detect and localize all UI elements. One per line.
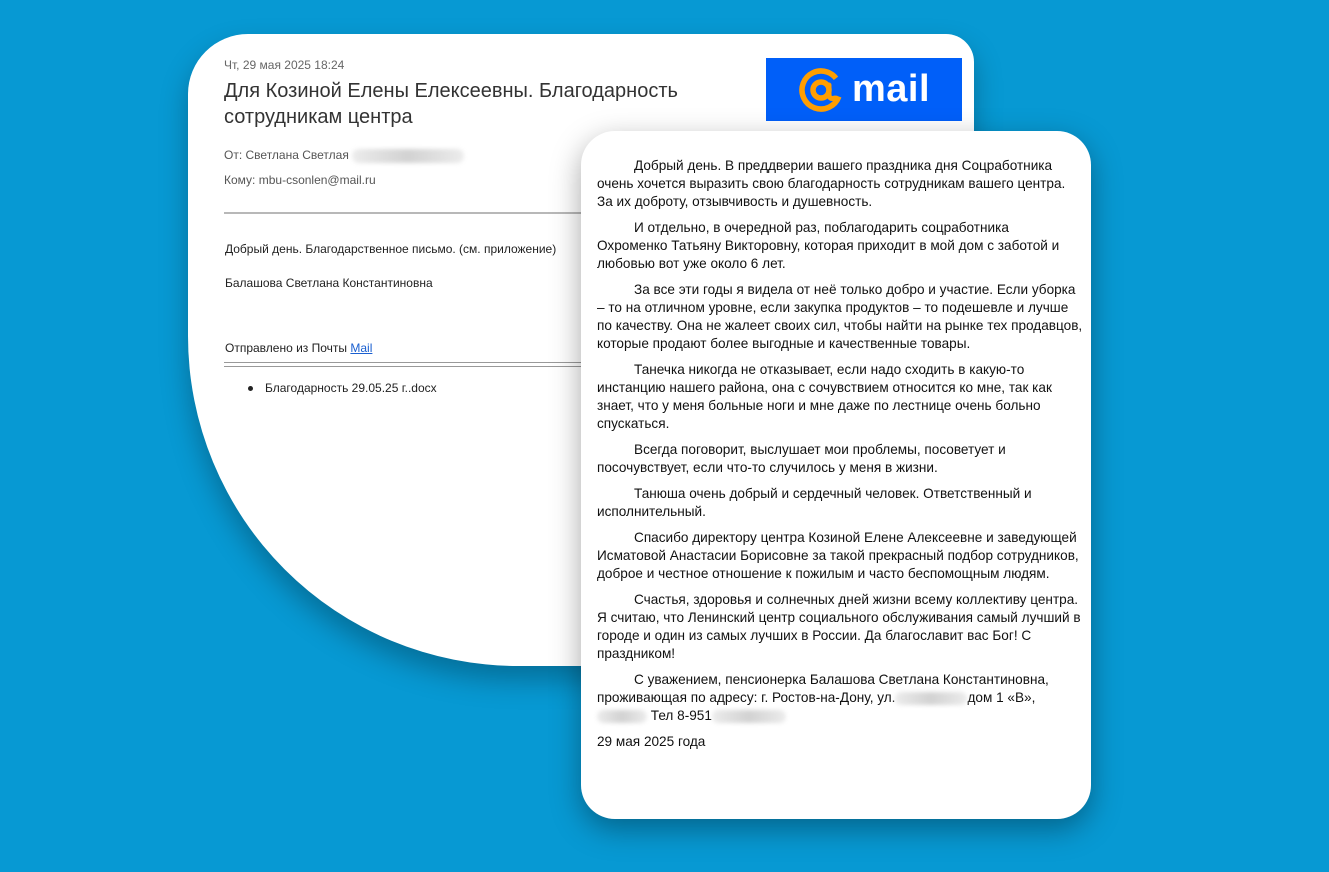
signature-house: дом 1 «В»,: [967, 690, 1036, 705]
from-label: От:: [224, 148, 243, 162]
redacted-phone-blur: [712, 710, 786, 723]
at-sign-icon: [798, 67, 844, 113]
email-to: [224, 173, 376, 187]
email-body-line: Добрый день. Благодарственное письмо. (см. приложение): [225, 242, 557, 256]
letter-paragraph: Танюша очень добрый и сердечный человек. Ответственный и исполнительный.: [597, 486, 1032, 519]
redacted-apartment-blur: [597, 710, 647, 723]
redacted-email-blur: [352, 149, 464, 163]
redacted-street-blur: [895, 692, 967, 705]
to-label: Кому:: [224, 173, 256, 187]
email-subject: Для Козиной Елены Елексеевны. Благодарность сотрудникам центра: [224, 80, 678, 128]
mail-logo: [766, 58, 962, 121]
letter-paragraph: И отдельно, в очередной раз, поблагодарить соцработника Охроменко Татьяну Викторовну, которая приходит в мой дом с заботой и любовью вот уже около 6 лет.: [597, 220, 1060, 271]
sent-from-text: Отправлено из Почты: [225, 341, 348, 355]
bullet-icon: [248, 386, 253, 391]
letter-text: [597, 157, 1083, 759]
letter-paragraph: Счастья, здоровья и солнечных дней жизни всему коллективу центра. Я считаю, что Ленинский центр социального обслуживания самый лучший в городе и один из самых лучших в России. Да благославит вас Бог! С праздником!: [597, 592, 1081, 661]
attachment-item[interactable]: [248, 381, 437, 395]
letter-paragraph: Всегда поговорит, выслушает мои проблемы, посоветует и посочувствует, если что-то случилось у меня в жизни.: [597, 442, 1006, 475]
sent-from-footer: [225, 341, 372, 355]
signature-text: С уважением, пенсионерка Балашова Светлана Константиновна, проживающая по адресу: г. Ростов-на-Дону, ул.: [597, 672, 1049, 705]
to-address[interactable]: mbu-csonlen@mail.ru: [258, 173, 376, 187]
logo-word: mail: [851, 68, 931, 110]
attachment-name[interactable]: Благодарность 29.05.25 г..docx: [265, 381, 437, 395]
email-from: [224, 148, 464, 163]
from-name[interactable]: Светлана Светлая: [245, 148, 349, 162]
email-body-signature: Балашова Светлана Константиновна: [225, 276, 433, 290]
letter-paragraph: Танечка никогда не отказывает, если надо сходить в какую-то инстанцию нашего района, она с сочувствием относится ко мне, так как знает, что у меня больные ноги и мне даже по лестнице очень больно спускаться.: [597, 362, 1052, 431]
email-date: Чт, 29 мая 2025 18:24: [224, 58, 345, 72]
letter-date: 29 мая 2025 года: [597, 734, 706, 749]
attachment-letter-card: [581, 131, 1091, 819]
letter-paragraph: За все эти годы я видела от неё только добро и участие. Если уборка – то на отличном уровне, если закупка продуктов – то подешевле и лучше по качеству. Она не жалеет своих сил, чтобы найти на рынке тех продавцов, которые продают более выгодные и качественные товары.: [597, 282, 1083, 351]
phone-label: Тел 8-951: [650, 708, 712, 723]
letter-signature: [597, 671, 1083, 725]
letter-paragraph: Спасибо директору центра Козиной Елене Алексеевне и заведующей Исматовой Анастасии Борисовне за такой прекрасный подбор сотрудников, доброе и честное отношение к пожилым и часто беспомощным людям.: [597, 530, 1079, 581]
mail-link[interactable]: Mail: [350, 341, 373, 355]
letter-paragraph: Добрый день. В преддверии вашего праздника дня Соцработника очень хочется выразить свою благодарность сотрудникам вашего центра. За их доброту, отзывчивость и душевность.: [597, 158, 1066, 209]
